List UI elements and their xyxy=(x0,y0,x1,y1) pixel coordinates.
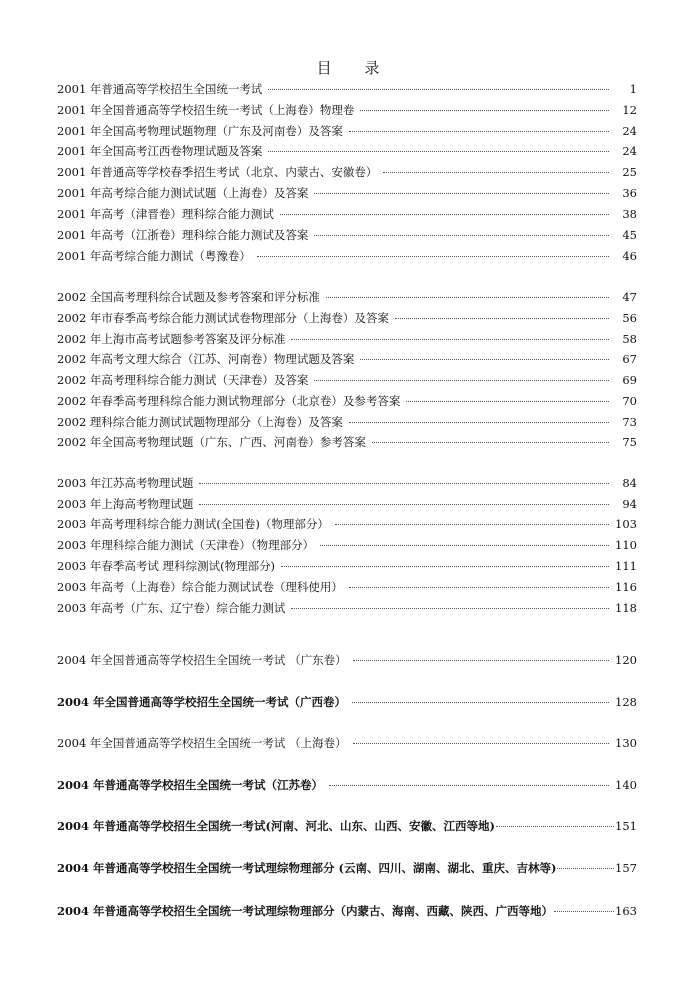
dot-leader xyxy=(349,587,609,588)
toc-entry[interactable] xyxy=(57,247,637,265)
dot-leader xyxy=(360,110,609,111)
toc-entry-title: 2001 年全国普通高等学校招生统一考试（上海卷）物理卷 xyxy=(57,103,355,117)
toc-entry-title: 2002 年全国高考物理试题（广东、广西、河南卷）参考答案 xyxy=(57,435,366,449)
dot-leader xyxy=(280,214,609,215)
toc-entry[interactable] xyxy=(57,536,637,554)
dot-leader xyxy=(352,702,609,703)
toc-entry[interactable] xyxy=(57,599,637,617)
dot-leader xyxy=(554,911,614,912)
toc-entry-title: 2004 年普通高等学校招生全国统一考试理综物理部分 (云南、四川、湖南、湖北、重庆、吉林等) xyxy=(57,861,557,875)
dot-leader xyxy=(281,566,609,567)
toc-entry[interactable] xyxy=(57,288,637,306)
dot-leader xyxy=(329,785,609,786)
toc-entry[interactable] xyxy=(57,902,637,920)
toc-entry[interactable] xyxy=(57,817,637,835)
toc-entry-page: 140 xyxy=(615,778,637,792)
dot-leader xyxy=(383,172,609,173)
toc-entry-title: 2001 年高考综合能力测试（粤豫卷） xyxy=(57,249,251,263)
toc-entry[interactable] xyxy=(57,163,637,181)
toc-entry-page: 128 xyxy=(615,695,637,709)
toc-entry-page: 120 xyxy=(615,653,637,667)
toc-entry-title: 2004 年全国普通高等学校招生全国统一考试 （广东卷） xyxy=(57,653,347,667)
toc-entry-page: 73 xyxy=(622,415,637,429)
toc-entry[interactable] xyxy=(57,371,637,389)
toc-entry[interactable] xyxy=(57,776,637,794)
toc-entry-title: 2002 年高考文理大综合（江苏、河南卷）物理试题及答案 xyxy=(57,352,355,366)
dot-leader xyxy=(372,442,609,443)
toc-entry-title: 2001 年普通高等学校招生全国统一考试 xyxy=(57,82,263,96)
toc-entry-page: 118 xyxy=(615,601,637,615)
toc-entry-page: 36 xyxy=(622,186,637,200)
toc-entry-page: 38 xyxy=(622,207,637,221)
dot-leader xyxy=(257,256,609,257)
dot-leader xyxy=(199,504,609,505)
toc-entry-title: 2002 年春季高考理科综合能力测试物理部分（北京卷）及参考答案 xyxy=(57,394,401,408)
toc-entry[interactable] xyxy=(57,80,637,98)
toc-entry-page: 24 xyxy=(622,124,637,138)
toc-entry[interactable] xyxy=(57,495,637,513)
toc-entry-title: 2003 年高考理科综合能力测试(全国卷)（物理部分） xyxy=(57,517,329,531)
toc-entry-page: 157 xyxy=(615,861,637,875)
toc-entry[interactable] xyxy=(57,350,637,368)
dot-leader xyxy=(349,422,609,423)
page-title: 目 录 xyxy=(316,59,394,77)
dot-leader xyxy=(268,151,609,152)
dot-leader xyxy=(314,380,609,381)
toc-entry[interactable] xyxy=(57,693,637,711)
dot-leader xyxy=(349,131,609,132)
toc-entry-page: 130 xyxy=(615,736,637,750)
toc-entry-title: 2002 年上海市高考试题参考答案及评分标准 xyxy=(57,332,286,346)
toc-entry[interactable] xyxy=(57,309,637,327)
toc-entry[interactable] xyxy=(57,734,637,752)
toc-entry-title: 2002 全国高考理科综合试题及参考答案和评分标准 xyxy=(57,290,320,304)
dot-leader xyxy=(557,868,614,869)
toc-entry-page: 84 xyxy=(622,476,637,490)
toc-entry-title: 2004 年全国普通高等学校招生全国统一考试 （上海卷） xyxy=(57,736,347,750)
toc-entry-page: 58 xyxy=(622,332,637,346)
toc-entry-title: 2003 年上海高考物理试题 xyxy=(57,497,194,511)
dot-leader xyxy=(496,826,614,827)
toc-entry-page: 94 xyxy=(622,497,637,511)
toc-entry-title: 2004 年普通高等学校招生全国统一考试理综物理部分（内蒙古、海南、西藏、陕西、广西等地） xyxy=(57,904,554,918)
toc-entry-page: 103 xyxy=(615,517,637,531)
toc-entry-page: 67 xyxy=(622,352,637,366)
toc-entry-title: 2001 年普通高等学校春季招生考试（北京、内蒙古、安徽卷） xyxy=(57,165,378,179)
toc-entry[interactable] xyxy=(57,205,637,223)
dot-leader xyxy=(395,318,609,319)
toc-entry-title: 2003 年江苏高考物理试题 xyxy=(57,476,194,490)
toc-entry-title: 2003 年高考（广东、辽宁卷）综合能力测试 xyxy=(57,601,286,615)
toc-entry[interactable] xyxy=(57,413,637,431)
toc-entry-title: 2003 年高考（上海卷）综合能力测试试卷（理科使用） xyxy=(57,580,343,594)
toc-entry-page: 1 xyxy=(629,82,637,96)
toc-entry-title: 2001 年全国高考物理试题物理（广东及河南卷）及答案 xyxy=(57,124,343,138)
toc-entry-title: 2004 年全国普通高等学校招生全国统一考试（广西卷） xyxy=(57,695,347,709)
toc-entry[interactable] xyxy=(57,515,637,533)
toc-entry-page: 25 xyxy=(622,165,637,179)
toc-entry-title: 2001 年高考（江浙卷）理科综合能力测试及答案 xyxy=(57,228,309,242)
toc-entry-page: 116 xyxy=(615,580,637,594)
toc-entry-page: 12 xyxy=(622,103,637,117)
toc-entry-page: 70 xyxy=(622,394,637,408)
toc-entry-title: 2002 理科综合能力测试试题物理部分（上海卷）及答案 xyxy=(57,415,343,429)
toc-entry-page: 75 xyxy=(622,435,637,449)
dot-leader xyxy=(199,483,609,484)
toc-entry[interactable] xyxy=(57,651,637,669)
toc-entry-title: 2002 年高考理科综合能力测试（天津卷）及答案 xyxy=(57,373,309,387)
dot-leader xyxy=(326,297,609,298)
toc-entry[interactable] xyxy=(57,330,637,348)
toc-entry[interactable] xyxy=(57,392,637,410)
toc-entry-page: 110 xyxy=(615,538,637,552)
dot-leader xyxy=(291,608,609,609)
toc-entry-title: 2004 年普通高等学校招生全国统一考试（江苏卷） xyxy=(57,778,324,792)
toc-entry-title: 2001 年全国高考江西卷物理试题及答案 xyxy=(57,144,263,158)
dot-leader xyxy=(353,660,609,661)
dot-leader xyxy=(335,524,609,525)
toc-entry-page: 111 xyxy=(615,559,637,573)
toc-entry-page: 56 xyxy=(622,311,637,325)
toc-entry[interactable] xyxy=(57,578,637,596)
dot-leader xyxy=(268,89,609,90)
toc-entry-page: 46 xyxy=(622,249,637,263)
toc-entry[interactable] xyxy=(57,101,637,119)
toc-entry-title: 2001 年高考（津晋卷）理科综合能力测试 xyxy=(57,207,274,221)
toc-entry-page: 24 xyxy=(622,144,637,158)
toc-entry-page: 69 xyxy=(622,373,637,387)
toc-entry-title: 2004 年普通高等学校招生全国统一考试(河南、河北、山东、山西、安徽、江西等地) xyxy=(57,819,495,833)
dot-leader xyxy=(353,743,609,744)
toc-entry-page: 163 xyxy=(615,904,637,918)
dot-leader xyxy=(360,359,609,360)
toc-entry[interactable] xyxy=(57,122,637,140)
toc-entry-title: 2001 年高考综合能力测试试题（上海卷）及答案 xyxy=(57,186,309,200)
toc-entry[interactable] xyxy=(57,142,637,160)
toc-entry-title: 2002 年市春季高考综合能力测试试卷物理部分（上海卷）及答案 xyxy=(57,311,389,325)
dot-leader xyxy=(314,235,609,236)
toc-entry[interactable] xyxy=(57,474,637,492)
toc-entry[interactable] xyxy=(57,859,637,877)
dot-leader xyxy=(291,339,609,340)
toc-entry[interactable] xyxy=(57,184,637,202)
dot-leader xyxy=(320,545,609,546)
dot-leader xyxy=(314,193,609,194)
dot-leader xyxy=(406,401,609,402)
toc-entry-title: 2003 年春季高考试 理科综测试(物理部分) xyxy=(57,559,276,573)
toc-entry-title: 2003 年理科综合能力测试（天津卷）（物理部分） xyxy=(57,538,315,552)
toc-entry[interactable] xyxy=(57,226,637,244)
toc-entry[interactable] xyxy=(57,433,637,451)
toc-entry-page: 47 xyxy=(622,290,637,304)
toc-entry-page: 45 xyxy=(622,228,637,242)
toc-entry[interactable] xyxy=(57,557,637,575)
toc-entry-page: 151 xyxy=(615,819,637,833)
